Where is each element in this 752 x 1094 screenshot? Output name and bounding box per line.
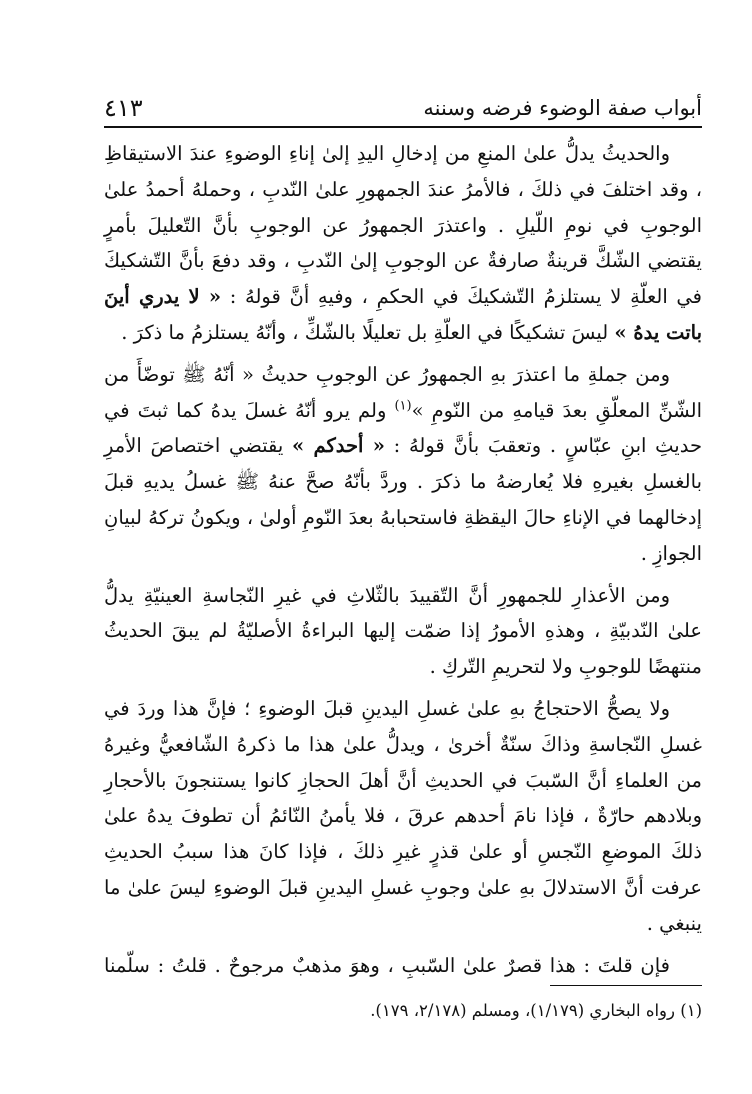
paragraph-text: ولا يصحُّ الاحتجاجُ بهِ علىٰ غسلِ اليدينِ قبلَ الوضوءِ ؛ فإنَّ هذا وردَ في غسلِ النّجاسةِ وذاكَ سنّةٌ أخرىٰ ، ويدلُّ علىٰ هذا ما ذكرهُ الشّافعيُّ وغيرهُ من العلماءِ أنَّ السّببَ في الحديثِ أنَّ أهلَ الحجازِ كانوا يستنجونَ بالأحجارِ وبلادهم حارّةٌ ، فإذا نامَ أحدهم عرقَ ، فلا يأمنُ النّائمُ أن تطوفَ يدهُ علىٰ ذلكَ الموضعِ النّجسِ أو علىٰ قذرٍ غيرِ ذلكَ ، فإذا كانَ هذا سببُ الحديثِ عرفت أنَّ الاستدلالَ بهِ علىٰ وجوبِ غسلِ اليدينِ قبلَ الوضوءِ ليسَ علىٰ ما ينبغي . bbox=[104, 696, 702, 935]
main-text bbox=[104, 136, 702, 989]
paragraph-text: يقتضي اختصاصَ الأمرِ بالغسلِ بغيرهِ فلا يُعارضهُ ما ذكرَ . وردَّ بأنّهُ صحَّ عنهُ ﷺ غسلُ يديهِ قبلَ إدخالهما في الإناءِ حالَ اليقظةِ فاستحبابهُ بعدَ النّومِ أولىٰ ، ويكونُ تركهُ لبيانِ الجوازِ . bbox=[104, 434, 702, 565]
paragraph-text: ولم يرو أنّهُ غسلَ يدهُ كما ثبتَ في حديثِ ابنِ عبّاسٍ . وتعقبَ بأنَّ قولهُ : bbox=[104, 398, 703, 458]
paragraph bbox=[104, 578, 702, 685]
paragraph bbox=[104, 136, 702, 351]
paragraph bbox=[104, 948, 702, 984]
paragraph bbox=[104, 357, 702, 572]
paragraph bbox=[104, 691, 702, 942]
paragraph-text: ومن جملةِ ما اعتذرَ بهِ الجمهورُ عن الوجوبِ حديثُ « أنّهُ ﷺ توضّأَ من الشّنِّ المعلّقِ بعدَ قيامهِ من النّومِ » bbox=[104, 362, 702, 422]
hadith-quote: « أحدكم » bbox=[292, 434, 385, 458]
footnote-reference: (١) bbox=[394, 398, 412, 414]
footnote-text: (١) رواه البخاري (١/١٧٩)، ومسلم (٢/١٧٨، ١٧٩). bbox=[370, 1001, 702, 1020]
footnote-separator bbox=[550, 985, 702, 986]
running-title: أبواب صفة الوضوء فرضه وسننه bbox=[423, 96, 702, 120]
footnote bbox=[104, 996, 702, 1026]
page-number: ٤١٣ bbox=[104, 94, 143, 122]
paragraph-text: ومن الأعذارِ للجمهورِ أنَّ التّقييدَ بالثّلاثِ في غيرِ النّجاسةِ العينيّةِ يدلُّ علىٰ النّدبيّةِ ، وهذهِ الأمورُ إذا ضمّت إليها البراءةُ الأصليّةُ لم يبقَ الحديثُ منتهضًا للوجوبِ ولا لتحريمِ التّركِ . bbox=[104, 583, 702, 679]
page-header bbox=[104, 78, 702, 128]
paragraph-text: فإن قلتَ : هذا قصرٌ علىٰ السّببِ ، وهوَ مذهبٌ مرجوحٌ . قلتُ : سلّمنا bbox=[104, 953, 670, 977]
hadith-quote: « لا يدري أينَ باتت يدهُ » bbox=[104, 285, 702, 344]
paragraph-text: ليسَ تشكيكًا في العلّةِ بل تعليلًا بالشّكِّ ، وأنّهُ يستلزمُ ما ذكرَ . bbox=[121, 320, 615, 344]
paragraph-text: والحديثُ يدلُّ علىٰ المنعِ من إدخالِ اليدِ إلىٰ إناءِ الوضوءِ عندَ الاستيقاظِ ، وقد اختلفَ في ذلكَ ، فالأمرُ عندَ الجمهورِ علىٰ النّدبِ ، وحملهُ أحمدُ علىٰ الوجوبِ في نومِ اللّيلِ . واعتذرَ الجمهورُ عن الوجوبِ بأنَّ التّعليلَ بأمرٍ يقتضي الشّكَّ قرينةٌ صارفةٌ عن الوجوبِ إلىٰ النّدبِ ، وقد دفعَ بأنَّ التّشكيكَ في العلّةِ لا يستلزمُ التّشكيكَ في الحكمِ ، وفيهِ أنَّ قولهُ : bbox=[104, 142, 702, 309]
